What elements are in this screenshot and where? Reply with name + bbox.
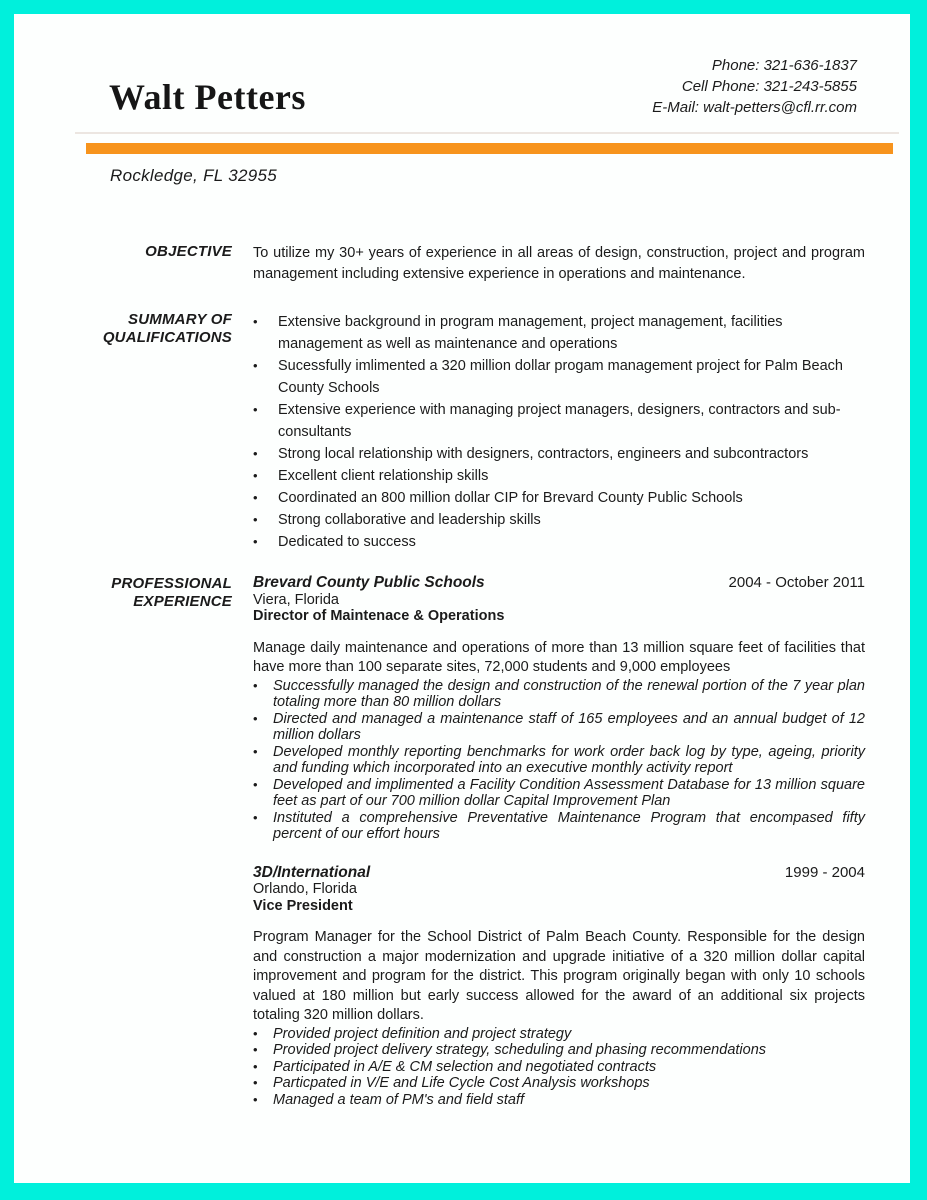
header-divider-line — [75, 132, 899, 134]
section-objective — [14, 243, 910, 285]
summary-bullet: • Sucessfully imlimented a 320 million dollar progam management project for Palm Beach County Schools — [253, 355, 865, 399]
job-summary: Program Manager for the School District of Palm Beach County. Responsible for the design and construction a major modernization and upgrade initiative of a 320 million dollar capital improvement and program for the district. This program originally began with only 10 schools valued at 180 million but early success allowed for the award of an additional six projects totaling 320 million dollars. — [253, 929, 865, 1023]
summary-bullet: • Strong collaborative and leadership skills — [253, 509, 865, 531]
bullet-dot-icon: • — [253, 677, 258, 693]
person-name: Walt Petters — [109, 77, 306, 117]
job-bullet: • Developed monthly reporting benchmarks for work order back log by type, ageing, priority and funding which incorporated into an executive monthly activity report — [253, 743, 865, 776]
summary-bullet: • Dedicated to success — [253, 531, 865, 553]
bullet-dot-icon: • — [253, 468, 258, 483]
bullet-dot-icon: • — [253, 1075, 258, 1090]
resume-body — [14, 243, 910, 1108]
job-bullet: • Provided project delivery strategy, scheduling and phasing recommendations — [253, 1042, 767, 1058]
bullet-dot-icon: • — [253, 490, 258, 505]
summary-bullet: • Excellent client relationship skills — [253, 465, 865, 487]
bullet-dot-icon: • — [253, 534, 258, 549]
experience-label: PROFESSIONAL EXPERIENCE — [111, 575, 232, 610]
bullet-dot-icon: • — [253, 402, 258, 417]
job-bullet: • Instituted a comprehensive Preventative Maintenance Program that encompased fifty percent of our effort hours — [253, 809, 865, 842]
bullet-dot-icon: • — [253, 743, 258, 759]
bullet-dot-icon: • — [253, 1042, 258, 1057]
bullet-dot-icon: • — [253, 446, 258, 461]
contact-block — [652, 55, 857, 118]
contact-email: E-Mail: walt-petters@cfl.rr.com — [652, 99, 857, 116]
bullet-dot-icon: • — [253, 512, 258, 527]
job-bullet-list — [253, 678, 865, 843]
location-line: Rockledge, FL 32955 — [110, 166, 278, 185]
job-bullet-list — [253, 1026, 865, 1109]
summary-bullet: • Coordinated an 800 million dollar CIP for Brevard County Public Schools — [253, 487, 865, 509]
job-entry-3d-international — [253, 865, 865, 1109]
section-summary-of-qualifications — [14, 311, 910, 553]
job-dates: 2004 - October 2011 — [728, 574, 865, 591]
job-company: Brevard County Public Schools — [253, 574, 485, 591]
summary-label: SUMMARY OF QUALIFICATIONS — [102, 311, 232, 346]
job-bullet: • Managed a team of PM's and field staff — [253, 1091, 525, 1108]
bullet-dot-icon: • — [253, 358, 258, 373]
job-location: Orlando, Florida — [253, 881, 357, 897]
summary-bullet: • Strong local relationship with designers, contractors, engineers and subcontractors — [253, 443, 865, 465]
job-summary: Manage daily maintenance and operations of more than 13 million square feet of facilities that have more than 100 separate sites, 72,000 students and 9,000 employees — [253, 639, 865, 675]
bullet-dot-icon: • — [253, 314, 258, 329]
job-bullet: • Provided project definition and project strategy — [253, 1025, 572, 1042]
bullet-dot-icon: • — [253, 1091, 258, 1107]
job-dates: 1999 - 2004 — [784, 863, 865, 881]
resume-page — [14, 14, 910, 1183]
job-company: 3D/International — [253, 863, 371, 881]
objective-text: To utilize my 30+ years of experience in all areas of design, construction, project and program management including extensive experience in operations and maintenance. — [253, 245, 865, 282]
job-bullet: • Directed and managed a maintenance staff of 165 employees and an annual budget of 12 million dollars — [253, 710, 865, 743]
bullet-dot-icon: • — [253, 809, 258, 825]
job-bullet: • Particpated in V/E and Life Cycle Cost Analysis workshops — [253, 1075, 650, 1091]
job-location: Viera, Florida — [253, 591, 339, 608]
job-bullet: • Successfully managed the design and construction of the renewal portion of the 7 year plan totaling more than 80 million dollars — [253, 677, 865, 710]
summary-bullet: • Extensive experience with managing project managers, designers, contractors and sub-consultants — [253, 399, 865, 443]
contact-cell-phone: Cell Phone: 321-243-5855 — [681, 78, 857, 95]
objective-label: OBJECTIVE — [145, 243, 232, 260]
job-title: Vice President — [253, 897, 353, 914]
job-bullet: • Developed and implimented a Facility Condition Assessment Database for 13 million square feet as part of our 700 million dollar Capital Improvement Plan — [253, 776, 865, 809]
job-bullet: • Participated in A/E & CM selection and negotiated contracts — [253, 1058, 657, 1075]
accent-bar — [86, 143, 893, 154]
summary-bullet-list — [253, 311, 865, 553]
job-entry-brevard-county — [253, 575, 865, 843]
bullet-dot-icon: • — [253, 710, 258, 726]
summary-bullet: • Extensive background in program management, project management, facilities management as well as maintenance and operations — [253, 311, 865, 355]
section-professional-experience — [14, 575, 910, 1108]
job-title: Director of Maintenace & Operations — [253, 608, 505, 624]
bullet-dot-icon: • — [253, 776, 258, 792]
bullet-dot-icon: • — [253, 1025, 258, 1041]
contact-phone: Phone: 321-636-1837 — [711, 57, 857, 74]
bullet-dot-icon: • — [253, 1058, 258, 1074]
